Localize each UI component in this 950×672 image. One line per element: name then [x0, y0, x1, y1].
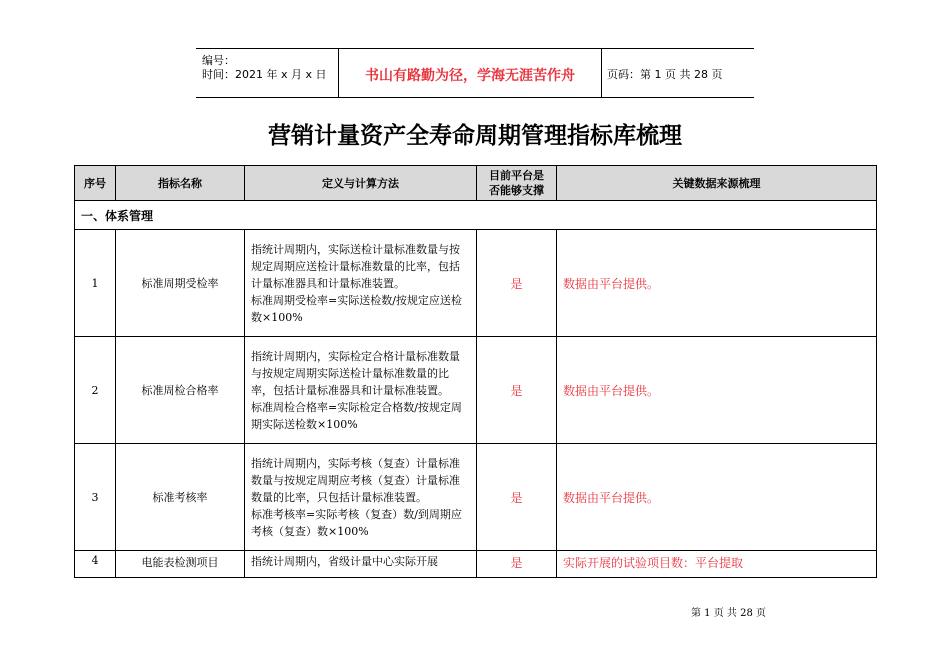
row-name: 电能表检测项目 [116, 551, 245, 578]
row-name: 标准周检合格率 [116, 337, 245, 444]
row-source: 数据由平台提供。 [557, 337, 877, 444]
col-header-name: 指标名称 [116, 166, 245, 201]
date-label: 时间：2021 年 x 月 x 日 [202, 68, 327, 81]
row-definition: 指统计周期内，实际送检计量标准数量与按规定周期应送检计量标准数量的比率，包括计量标准器具和计量标准装置。 标准周期受检率=实际送检数/按规定应送检数×100% [245, 230, 477, 337]
row-support: 是 [477, 444, 557, 551]
page-footer: 第 1 页 共 28 页 [691, 608, 766, 619]
row-definition: 指统计周期内，实际检定合格计量标准数量与按规定周期实际送检计量标准数量的比率，包括计量标准器具和计量标准装置。 标准周检合格率=实际检定合格数/按规定周期实际送检数×100% [245, 337, 477, 444]
table-header-row [75, 166, 877, 201]
table-row [75, 551, 877, 578]
header-meta [196, 49, 339, 97]
row-source: 数据由平台提供。 [557, 230, 877, 337]
motto-text: 书山有路勤为径，学海无涯苦作舟 [365, 68, 575, 84]
row-definition: 指统计周期内，实际考核（复查）计量标准数量与按规定周期应考核（复查）计量标准数量的比率，只包括计量标准装置。 标准考核率=实际考核（复查）数/到周期应考核（复查）数×100% [245, 444, 477, 551]
row-definition: 指统计周期内，省级计量中心实际开展 [245, 551, 477, 578]
header-page-cell [602, 49, 754, 97]
row-support: 是 [477, 551, 557, 578]
row-name: 标准考核率 [116, 444, 245, 551]
row-source: 数据由平台提供。 [557, 444, 877, 551]
header-motto-cell [339, 49, 602, 97]
page-title: 营销计量资产全寿命周期管理指标库梳理 [268, 123, 682, 149]
page-label: 页码：第 1 页 共 28 页 [607, 68, 723, 81]
col-header-source: 关键数据来源梳理 [557, 166, 877, 201]
number-label: 编号： [202, 54, 235, 67]
row-support: 是 [477, 337, 557, 444]
col-header-definition: 定义与计算方法 [245, 166, 477, 201]
row-name: 标准周期受检率 [116, 230, 245, 337]
row-no: 1 [75, 230, 116, 337]
indicator-table [74, 165, 877, 578]
section-row [75, 201, 877, 230]
section-title: 一、体系管理 [75, 201, 877, 230]
row-source: 实际开展的试验项目数：平台提取 [557, 551, 877, 578]
table-row [75, 337, 877, 444]
table-row [75, 444, 877, 551]
row-no: 4 [75, 551, 116, 578]
col-header-support: 目前平台是 否能够支撑 [477, 166, 557, 201]
document-header [196, 48, 754, 98]
row-no: 2 [75, 337, 116, 444]
row-no: 3 [75, 444, 116, 551]
row-support: 是 [477, 230, 557, 337]
table-row [75, 230, 877, 337]
col-header-no: 序号 [75, 166, 116, 201]
